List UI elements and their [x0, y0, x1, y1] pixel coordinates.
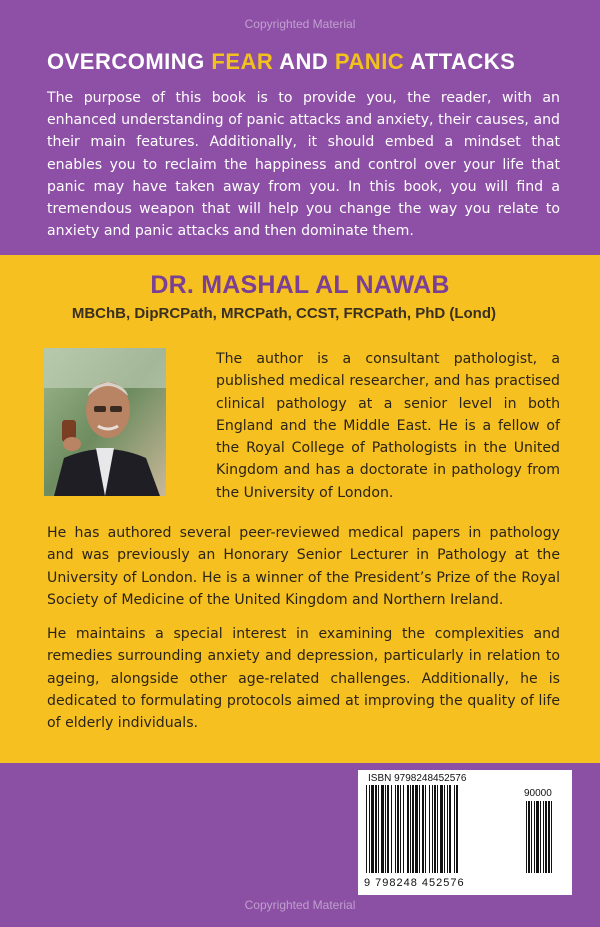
barcode-bar [369, 785, 370, 873]
author-credentials: MBChB, DipRCPath, MRCPath, CCST, FRCPath, PhD (Lond) [71, 305, 496, 322]
barcode-bar [387, 785, 389, 873]
barcode-bar [419, 785, 420, 873]
addon-bar [528, 801, 530, 873]
barcode-bar [378, 785, 379, 873]
addon-bar [548, 801, 550, 873]
addon-bar [531, 801, 532, 873]
barcode-bar [400, 785, 401, 873]
author-bio-paragraph-3: He maintains a special interest in examining the complexities and remedies surrounding anxiety and depression, particularly in relation to ageing, alongside other age-related challenges. Additionally, he is dedicated to formulating protocols aimed at improving the quality of life of elderly individuals. [47, 626, 560, 732]
barcode-bar [397, 785, 399, 873]
barcode-bar [447, 785, 448, 873]
addon-bar [536, 801, 539, 873]
watermark-top: Copyrighted Material [244, 17, 356, 31]
barcode-bar [371, 785, 374, 873]
watermark-bottom: Copyrighted Material [244, 898, 356, 912]
isbn-digits: 9 798248 452576 [364, 877, 465, 889]
barcode-bar [381, 785, 384, 873]
author-bio-paragraph-1: The author is a consultant pathologist, a published medical researcher, and has practised clinical pathology at a senior level in both England and the Middle East. He is a fellow of the Royal College of Pathologists in the United Kingdom and has a doctorate in pathology from the University of London. [216, 351, 560, 501]
title-part-attacks: ATTACKS [404, 49, 516, 74]
addon-bar [526, 801, 527, 873]
barcode-bar [434, 785, 436, 873]
addon-bar [540, 801, 541, 873]
barcode-bar [456, 785, 458, 873]
barcode-bar [440, 785, 443, 873]
title-part-fear: FEAR [211, 49, 274, 74]
author-photo [44, 348, 166, 496]
barcode-bar [412, 785, 414, 873]
barcode-bar [415, 785, 418, 873]
isbn-label: ISBN 9798248452576 [368, 773, 467, 784]
addon-bar [543, 801, 544, 873]
title-part-panic: PANIC [334, 49, 405, 74]
barcode-bars [366, 785, 566, 877]
barcode-bar [449, 785, 451, 873]
barcode-bar [366, 785, 367, 873]
barcode-bar [395, 785, 396, 873]
addon-bar [545, 801, 547, 873]
author-bio-paragraph-2: He has authored several peer-reviewed medical papers in pathology and was previously an Honorary Senior Lecturer in Pathology at the University of London. He is a winner of the President’s Prize of the Royal Society of Medicine of the United Kingdom and Northern Ireland. [47, 525, 560, 608]
barcode-bar [422, 785, 424, 873]
title-part-overcoming: OVERCOMING [47, 49, 212, 74]
author-name: DR. MASHAL AL NAWAB [150, 271, 450, 299]
isbn-barcode [358, 770, 572, 895]
price-addon: 90000 [524, 788, 552, 799]
barcode-bar [454, 785, 455, 873]
barcode-bar [385, 785, 386, 873]
barcode-bar [410, 785, 411, 873]
barcode-bar [375, 785, 377, 873]
title-part-and: AND [273, 49, 335, 74]
barcode-bar [391, 785, 392, 873]
barcode-bar [432, 785, 433, 873]
barcode-bar [425, 785, 426, 873]
barcode-bar [407, 785, 409, 873]
barcode-bar [444, 785, 445, 873]
book-description: The purpose of this book is to provide you, the reader, with an enhanced understanding of panic attacks and anxiety, their causes, and their main features. Additionally, it should embed a mindset that enables you to reclaim the happiness and control over your life that panic may have taken away from you. In this book, you will find a tremendous weapon that will help you change the way you relate to anxiety and panic attacks and then dominate them. [47, 90, 560, 240]
barcode-bar [403, 785, 404, 873]
barcode-bar [437, 785, 438, 873]
addon-bar [534, 801, 535, 873]
addon-bar [551, 801, 552, 873]
book-title [47, 49, 515, 75]
barcode-bar [429, 785, 430, 873]
